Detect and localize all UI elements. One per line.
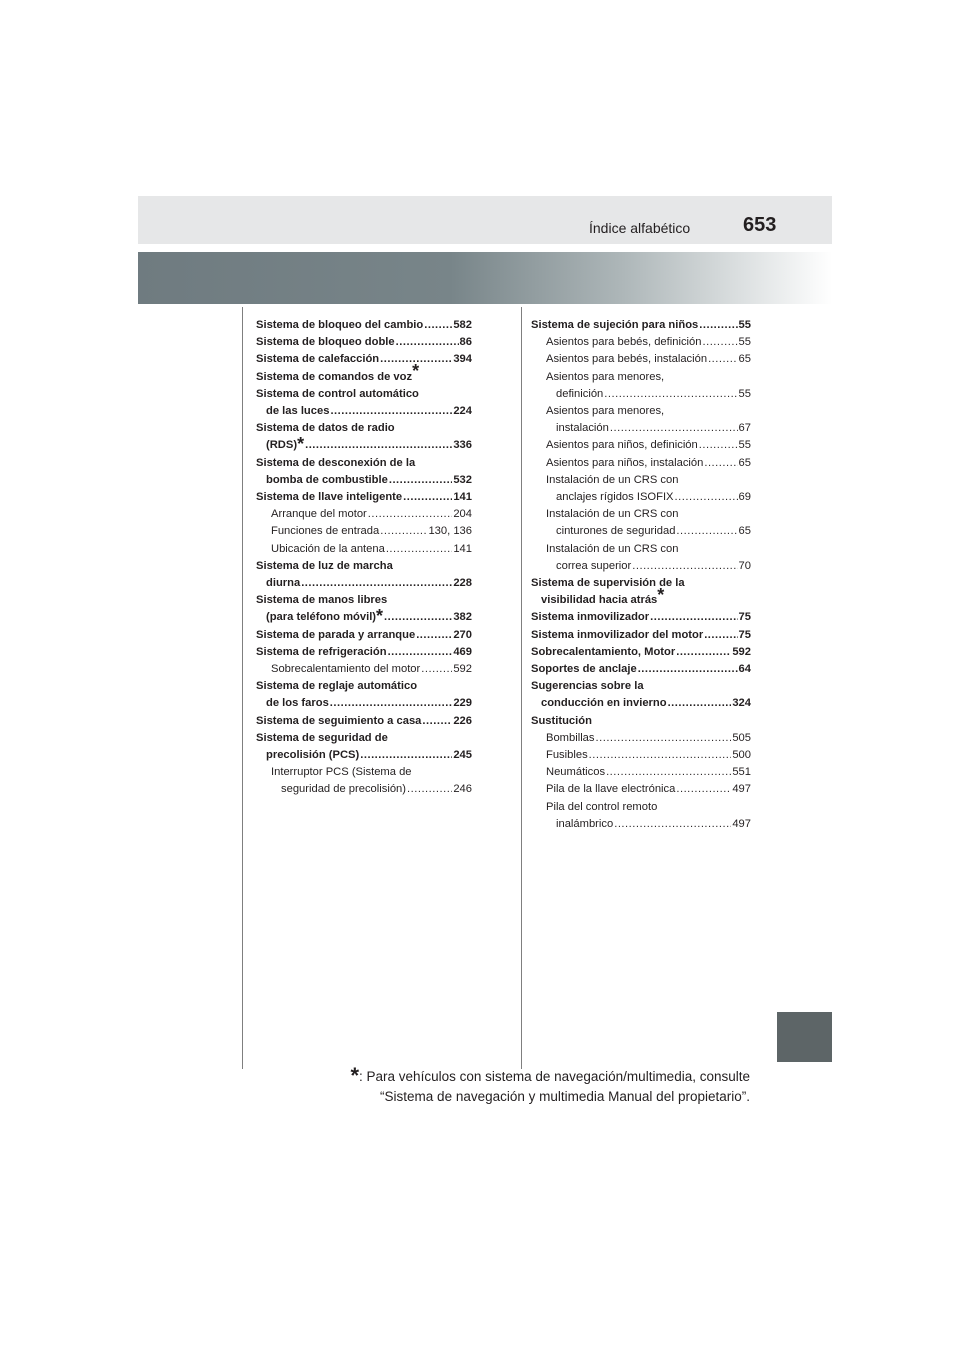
dot-leader (380, 523, 427, 540)
index-entry-text: Sistema de comandos de voz (256, 370, 413, 383)
dot-leader (305, 437, 452, 454)
index-entry-text: (para teléfono móvil) (266, 611, 377, 624)
middle-column-rule (521, 307, 522, 1069)
footnote-line-2: “Sistema de navegación y multimedia Manual del propietario”. (380, 1089, 750, 1104)
dot-leader (699, 317, 737, 334)
index-entry (256, 764, 472, 781)
index-entry-text: Funciones de entrada (271, 525, 380, 538)
index-entry-text: Sustitución (531, 714, 592, 727)
dot-leader (386, 541, 453, 558)
index-entry-page: 226 (453, 714, 472, 727)
index-entry (256, 472, 472, 489)
dot-leader (407, 781, 452, 798)
index-entry (256, 627, 472, 644)
header-gradient-bar (138, 252, 832, 304)
index-entry (531, 523, 751, 540)
header-band (138, 196, 832, 244)
index-entry-text: Sugerencias sobre la (531, 680, 644, 693)
index-entry-page: 141 (453, 491, 472, 504)
index-entry (531, 695, 751, 712)
index-entry (256, 455, 472, 472)
index-entry-text: cinturones de seguridad (556, 525, 676, 538)
index-entry (531, 661, 751, 678)
index-entry (531, 541, 751, 558)
index-entry-text: Sistema de manos libres (256, 594, 388, 607)
index-entry (531, 678, 751, 695)
index-entry (531, 317, 751, 334)
index-entry (531, 609, 751, 626)
index-entry-text: Sistema inmovilizador (531, 611, 650, 624)
dot-leader (708, 351, 737, 368)
index-entry-page: 55 (738, 387, 751, 400)
index-entry (256, 403, 472, 420)
dot-leader (704, 627, 737, 644)
index-entry-text: Sistema de parada y arranque (256, 628, 416, 641)
index-entry-page: 505 (732, 731, 751, 744)
dot-leader (638, 661, 738, 678)
index-entry-page: 130, 136 (428, 525, 472, 538)
asterisk-mark: * (657, 584, 665, 605)
index-entry-text: Sistema de refrigeración (256, 645, 387, 658)
index-entry (531, 386, 751, 403)
dot-leader (676, 523, 737, 540)
index-entry (531, 489, 751, 506)
index-entry (256, 695, 472, 712)
dot-leader (704, 455, 737, 472)
index-entry-page: 246 (453, 783, 472, 796)
index-entry-page: 204 (453, 508, 472, 521)
index-entry-page: 592 (732, 645, 751, 658)
index-entry-text: definición (556, 387, 604, 400)
index-entry (531, 764, 751, 781)
index-entry (256, 351, 472, 368)
index-entry (256, 747, 472, 764)
index-entry-text: Pila del control remoto (546, 800, 658, 813)
index-entry: (RDS) * ..... 336 (256, 437, 472, 454)
dot-leader (702, 334, 737, 351)
index-column-right (531, 317, 751, 833)
dot-leader (675, 489, 738, 506)
footnote-asterisk: * (350, 1063, 360, 1088)
index-entry-text: Sobrecalentamiento del motor (271, 663, 421, 676)
index-entry-page: 55 (738, 319, 751, 331)
index-entry-text: anclajes rígidos ISOFIX (556, 491, 674, 504)
dot-leader (421, 661, 452, 678)
index-entry-page: 229 (453, 697, 472, 710)
index-entry (531, 351, 751, 368)
index-entry (256, 661, 472, 678)
index-entry (531, 369, 751, 386)
index-entry-text: Sobrecalentamiento, Motor (531, 645, 676, 658)
page-number: 653 (743, 214, 777, 236)
index-entry-text: Pila de la llave electrónica (546, 783, 676, 796)
index-entry: (para teléfono móvil) * ..... 382 (256, 609, 472, 626)
index-entry-text: Asientos para niños, definición (546, 439, 698, 452)
index-entry-page: 582 (453, 319, 472, 331)
asterisk-mark: * (412, 360, 420, 381)
index-entry (256, 360, 472, 386)
index-entry (531, 506, 751, 523)
index-entry-text: Instalación de un CRS con (546, 508, 679, 521)
footnote (338, 1063, 750, 1107)
index-entry-text: de las luces (266, 405, 330, 418)
index-entry-page: 65 (738, 525, 751, 538)
index-entry-text: Ubicación de la antena (271, 542, 385, 555)
index-entry-text: Sistema de llave inteligente (256, 491, 403, 504)
index-entry-page: 65 (738, 353, 751, 366)
index-entry-page: 394 (453, 353, 472, 366)
index-entry-text: conducción en invierno (541, 697, 667, 710)
index-entry-page: 70 (738, 559, 751, 572)
index-entry (256, 644, 472, 661)
index-entry (531, 437, 751, 454)
index-entry-text: correa superior (556, 559, 632, 572)
index-entry (531, 455, 751, 472)
dot-leader (384, 609, 452, 626)
index-entry-text: precolisión (PCS) (266, 749, 360, 762)
index-entry-text: Instalación de un CRS con (546, 473, 679, 486)
dot-leader (596, 730, 732, 747)
index-entry-text: Soportes de anclaje (531, 663, 637, 676)
index-entry (531, 575, 751, 592)
index-entry (531, 334, 751, 351)
dot-leader (403, 489, 452, 506)
index-entry (256, 713, 472, 730)
index-entry-text: Sistema de reglaje automático (256, 680, 418, 693)
index-entry-text: Asientos para menores, (546, 370, 665, 383)
index-entry-page: 382 (453, 611, 472, 624)
dot-leader (606, 764, 731, 781)
index-entry-page: 500 (732, 749, 751, 762)
index-entry-page: 75 (738, 628, 751, 641)
dot-leader (610, 420, 738, 437)
index-entry-page: 324 (732, 697, 751, 710)
footnote-line-1: : Para vehículos con sistema de navegación/multimedia, consulte (359, 1069, 750, 1084)
index-entry-text: Instalación de un CRS con (546, 542, 679, 555)
index-entry (256, 489, 472, 506)
index-entry-text: Interruptor PCS (Sistema de (271, 766, 412, 779)
index-entry (256, 730, 472, 747)
index-entry-text: (RDS) (266, 439, 298, 452)
index-entry (256, 386, 472, 403)
index-entry (531, 472, 751, 489)
index-entry-page: 245 (453, 749, 472, 762)
section-title: Índice alfabético (589, 220, 691, 236)
dot-leader (676, 781, 731, 798)
index-entry-text: diurna (266, 577, 301, 590)
index-entry (531, 816, 751, 833)
index-entry (256, 506, 472, 523)
index-entry-page: 497 (732, 817, 751, 830)
index-entry-text: Sistema de bloqueo doble (256, 336, 395, 349)
index-entry (256, 575, 472, 592)
index-entry-text: Sistema de luz de marcha (256, 559, 393, 572)
index-entry (531, 747, 751, 764)
index-entry-text: visibilidad hacia atrás (541, 594, 658, 607)
index-entry-page: 497 (732, 783, 751, 796)
index-entry (531, 730, 751, 747)
index-entry-text: Sistema de supervisión de la (531, 577, 685, 590)
index-entry (256, 420, 472, 437)
index-entry-text: Sistema de datos de radio (256, 422, 395, 435)
index-entry-page: 69 (738, 491, 751, 504)
index-entry (531, 420, 751, 437)
dot-leader (416, 627, 452, 644)
index-entry-page: 592 (453, 663, 472, 676)
index-entry-text: Sistema de seguridad de (256, 731, 388, 744)
dot-leader (330, 695, 453, 712)
index-entry-page: 55 (738, 439, 751, 452)
dot-leader (330, 403, 452, 420)
dot-leader (668, 695, 732, 712)
index-entry-page: 224 (453, 405, 472, 418)
index-entry-text: Sistema de seguimiento a casa (256, 714, 422, 727)
dot-leader (614, 816, 731, 833)
index-entry-page: 336 (453, 439, 472, 452)
index-entry (531, 713, 751, 730)
index-entry-text: seguridad de precolisión) (281, 783, 407, 796)
dot-leader (589, 747, 732, 764)
index-entry-page: 86 (459, 336, 472, 349)
dot-leader (301, 575, 452, 592)
dot-leader (650, 609, 737, 626)
index-entry (256, 678, 472, 695)
index-entry-text: inalámbrico (556, 817, 614, 830)
index-entry (256, 592, 472, 609)
index-entry-page: 65 (738, 456, 751, 469)
index-entry-text: instalación (556, 422, 609, 435)
index-entry-text: Asientos para bebés, instalación (546, 353, 708, 366)
index-entry-page: 64 (738, 663, 751, 676)
index-entry-text: Sistema de bloqueo del cambio (256, 319, 424, 331)
index-entry-text: de los faros (266, 697, 329, 710)
index-entry (256, 317, 472, 334)
index-entry (256, 334, 472, 351)
index-entry-text: Fusibles (546, 749, 588, 762)
dot-leader (676, 644, 731, 661)
dot-leader (396, 334, 459, 351)
index-entry (531, 558, 751, 575)
index-entry-page: 469 (453, 645, 472, 658)
index-entry-page: 55 (738, 336, 751, 349)
dot-leader (360, 747, 452, 764)
index-entry-page: 551 (732, 766, 751, 779)
index-entry-page: 75 (738, 611, 751, 624)
index-entry-page: 141 (453, 542, 472, 555)
index-entry (256, 781, 472, 798)
index-entry-text: Sistema inmovilizador del motor (531, 628, 704, 641)
index-entry-text: Neumáticos (546, 766, 606, 779)
dot-leader (368, 506, 453, 523)
index-entry-text: Sistema de control automático (256, 387, 419, 400)
index-entry (256, 523, 472, 540)
index-entry-text: Sistema de desconexión de la (256, 456, 416, 469)
dot-leader (604, 386, 737, 403)
index-entry-page: 67 (738, 422, 751, 435)
index-entry (531, 781, 751, 798)
index-entry-text: Arranque del motor (271, 508, 367, 521)
index-entry-text: Asientos para menores, (546, 405, 665, 418)
index-entry-text: Bombillas (546, 731, 595, 744)
index-entry-text: Sistema de calefacción (256, 353, 380, 366)
index-column-left (256, 317, 472, 799)
index-entry-page: 270 (453, 628, 472, 641)
index-entry-text: Asientos para niños, instalación (546, 456, 704, 469)
index-entry-text: Sistema de sujeción para niños (531, 319, 699, 331)
dot-leader (422, 713, 452, 730)
index-entry (531, 584, 751, 609)
dot-leader (389, 472, 452, 489)
left-column-rule (242, 307, 243, 1069)
dot-leader (424, 317, 452, 334)
index-entry-page: 532 (453, 473, 472, 486)
index-entry (531, 627, 751, 644)
index-entry (256, 541, 472, 558)
dot-leader (388, 644, 453, 661)
dot-leader (632, 558, 737, 575)
index-entry-text: bomba de combustible (266, 473, 388, 486)
dot-leader (699, 437, 738, 454)
index-entry-text: Asientos para bebés, definición (546, 336, 702, 349)
index-entry (256, 558, 472, 575)
index-entry (531, 403, 751, 420)
chapter-tab (777, 1012, 832, 1062)
index-entry-page: 228 (453, 577, 472, 590)
index-entry (531, 799, 751, 816)
index-entry (531, 644, 751, 661)
